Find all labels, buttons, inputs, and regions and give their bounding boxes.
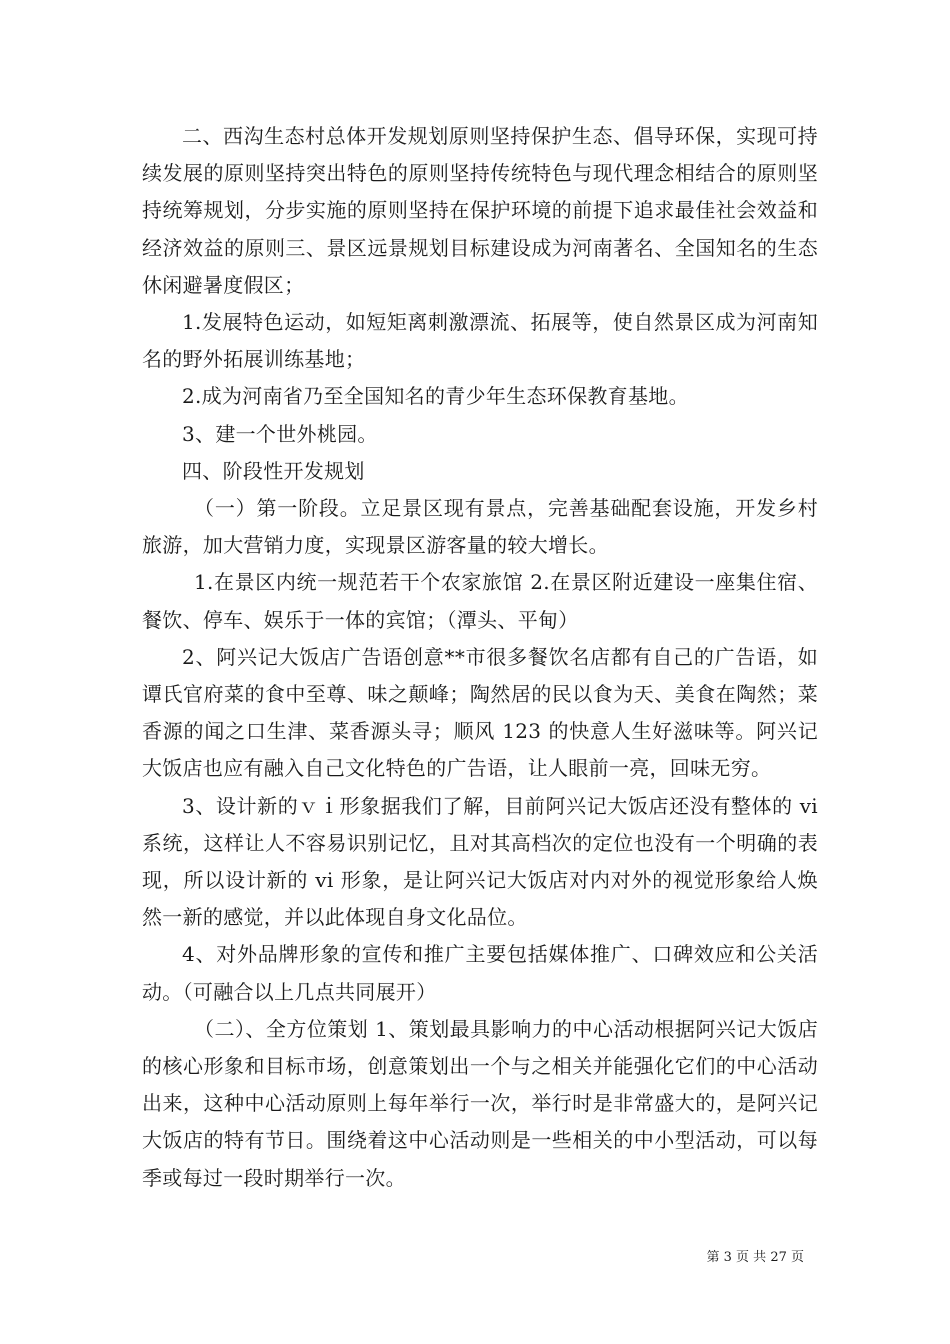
- paragraph-goal-3: 3、建一个世外桃园。: [182, 421, 378, 446]
- paragraph-vi-design: 3、设计新的ｖｉ形象据我们了解，目前阿兴记大饭店还没有整体的 vi 系统，这样让人不容易识别记忆，且对其高档次的定位也没有一个明确的表现，所以设计新的 vi 形象，是让阿兴记大饭店对内对外的视觉形象给人焕然一新的感觉，并以此体现自身文化品位。: [142, 793, 818, 930]
- document-body: [142, 118, 818, 1197]
- paragraph-full-planning: （二）、全方位策划 1、策划最具影响力的中心活动根据阿兴记大饭店的核心形象和目标市场，创意策划出一个与之相关并能强化它们的中心活动出来，这种中心活动原则上每年举行一次，举行时是非常盛大的，是阿兴记大饭店的特有节日。围绕着这中心活动则是一些相关的中小型活动，可以每季或每过一段时期举行一次。: [142, 1016, 818, 1190]
- page-number-footer: 第 3 页 共 27 页: [706, 1250, 804, 1265]
- paragraph-goal-1: 1.发展特色运动，如短矩离刺激漂流、拓展等，使自然景区成为河南知名的野外拓展训练基地；: [142, 310, 818, 372]
- section-heading-phased-plan: 四、阶段性开发规划: [182, 458, 365, 483]
- paragraph-phase-one: （一）第一阶段。立足景区现有景点，完善基础配套设施，开发乡村旅游，加大营销力度，实现景区游客量的较大增长。: [142, 496, 818, 558]
- paragraph-development-principles: 二、西沟生态村总体开发规划原则坚持保护生态、倡导环保，实现可持续发展的原则坚持突出特色的原则坚持传统特色与现代理念相结合的原则坚持统筹规划，分步实施的原则坚持在保护环境的前提下追求最佳社会效益和经济效益的原则三、景区远景规划目标建设成为河南著名、全国知名的生态休闲避暑度假区；: [142, 124, 818, 297]
- paragraph-phase-one-items: 1.在景区内统一规范若干个农家旅馆 2.在景区附近建设一座集住宿、餐饮、停车、娱乐于一体的宾馆；（潭头、平甸）: [142, 570, 818, 632]
- paragraph-brand-promotion: 4、对外品牌形象的宣传和推广主要包括媒体推广、口碑效应和公关活动。（可融合以上几点共同展开）: [142, 942, 818, 1004]
- paragraph-goal-2: 2.成为河南省乃至全国知名的青少年生态环保教育基地。: [182, 384, 689, 409]
- paragraph-slogan-idea: 2、阿兴记大饭店广告语创意**市很多餐饮名店都有自己的广告语，如谭氏官府菜的食中至尊、味之颠峰；陶然居的民以食为天、美食在陶然；菜香源的闻之口生津、菜香源头寻；顺风 123 的快意人生好滋味等。阿兴记大饭店也应有融入自己文化特色的广告语，让人眼前一亮，回味无穷。: [142, 644, 818, 781]
